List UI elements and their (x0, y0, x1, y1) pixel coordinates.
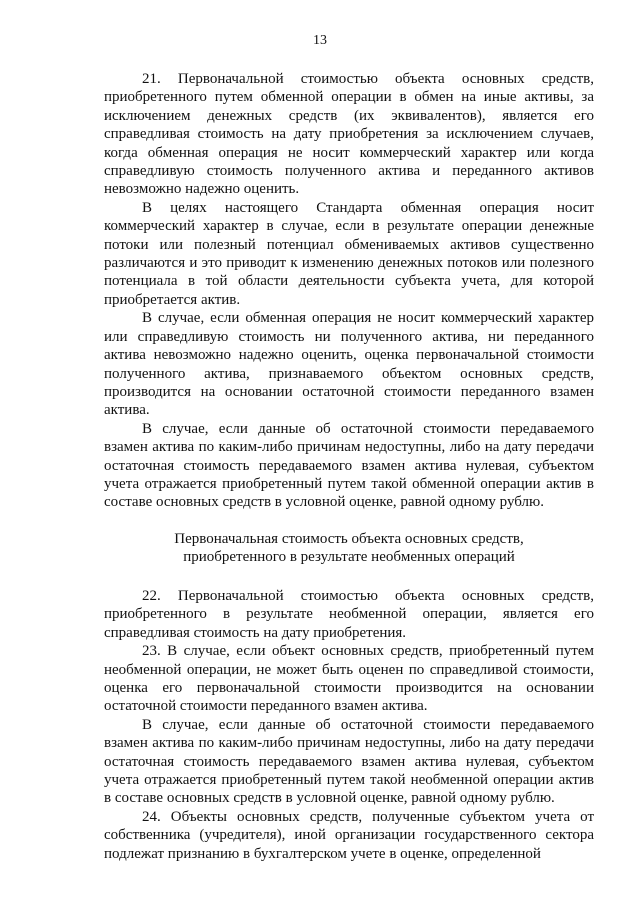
paragraph-24: 24. Объекты основных средств, полученные субъектом учета от собственника (учредителя), иной организации государственного сектора подлежат признанию в бухгалтерском учете в оценке, определенной (104, 808, 594, 862)
section-heading-line-2: приобретенного в результате необменных операций (183, 549, 515, 566)
section-heading (104, 530, 594, 567)
document-body (104, 70, 594, 863)
paragraph-non-commercial-exchange: В случае, если обменная операция не носит коммерческий характер или справедливую стоимость ни полученного актива, ни переданного актива невозможно надежно оценить, оценка первоначальной стоимости полученного актива, признаваемого объектом основных средств, производится на основании остаточной стоимости переданного взамен актива. (104, 310, 594, 419)
paragraph-22: 22. Первоначальной стоимостью объекта основных средств, приобретенного в результате необменной операции, является его справедливая стоимость на дату приобретения. (104, 587, 594, 641)
paragraph-residual-value-unavailable: В случае, если данные об остаточной стоимости передаваемого взамен актива по каким-либо причинам недоступны, либо на дату передачи остаточная стоимость передаваемого взамен актива нулевая, субъектом учета отражается приобретенный путем такой обменной операции актив в составе основных средств в условной оценке, равной одному рублю. (104, 420, 594, 511)
page-number: 13 (313, 33, 327, 48)
paragraph-non-exchange-residual-unavailable: В случае, если данные об остаточной стоимости передаваемого взамен актива по каким-либо причинам недоступны, либо на дату передачи остаточная стоимость передаваемого взамен актива нулевая, субъектом учета отражается приобретенный путем такой необменной операции актив в составе основных средств в условной оценке, равной одному рублю. (104, 716, 594, 807)
section-heading-line-1: Первоначальная стоимость объекта основных средств, (174, 530, 524, 547)
paragraph-commercial-definition: В целях настоящего Стандарта обменная операция носит коммерческий характер в случае, если в результате операции денежные потоки или полезный потенциал обмениваемых активов существенно различаются и это приводит к изменению денежных потоков или полезного потенциала в той области деятельности субъекта учета, для которой приобретается актив. (104, 199, 594, 308)
paragraph-21: 21. Первоначальной стоимостью объекта основных средств, приобретенного путем обменной операции в обмен на иные активы, за исключением денежных средств (их эквивалентов), является его справедливая стоимость на дату приобретения за исключением случаев, когда обменная операция не носит коммерческий характер или когда справедливую стоимость полученного актива и переданного активов невозможно надежно оценить. (104, 71, 594, 198)
paragraph-23: 23. В случае, если объект основных средств, приобретенный путем необменной операции, не может быть оценен по справедливой стоимости, оценка его первоначальной стоимости производится на основании остаточной стоимости переданного взамен актива. (104, 643, 594, 715)
